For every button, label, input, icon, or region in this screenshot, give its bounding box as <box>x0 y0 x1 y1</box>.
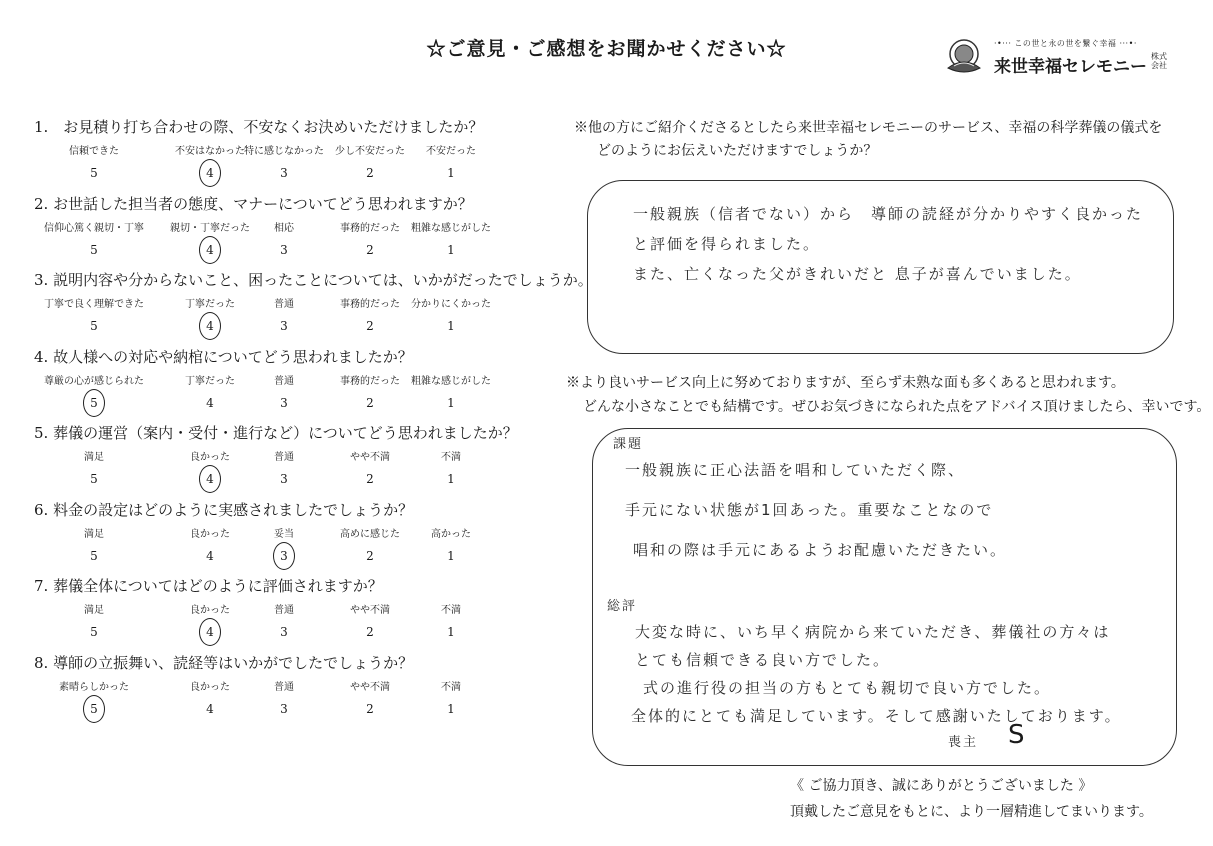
rating-number[interactable]: 5 <box>90 166 98 180</box>
closing-message: 頂戴したご意見をもとに、より一層精進してまいります。 <box>790 804 1153 820</box>
rating-label: 良かった <box>190 605 230 616</box>
rating-number[interactable]: 4 <box>206 166 214 180</box>
rating-label: やや不満 <box>350 605 390 616</box>
selected-rating-circle <box>199 465 221 493</box>
question-text: 7. 葬儀全体についてはどのように評価されますか？ <box>34 577 383 595</box>
question-text: 2. お世話した担当者の態度、マナーについてどう思われますか？ <box>34 194 473 213</box>
rating-label: やや不満 <box>350 452 390 463</box>
rating-number[interactable]: 4 <box>206 701 214 716</box>
rating-number[interactable]: 5 <box>90 242 98 257</box>
rating-number[interactable]: 1 <box>447 701 455 716</box>
recommend-question-line2: どのようにお伝えいただけますでしょうか？ <box>597 143 878 159</box>
rating-number[interactable]: 2 <box>366 166 374 180</box>
selected-rating-circle <box>199 312 221 340</box>
advice-answer-box <box>592 428 1177 766</box>
rating-label: 分かりにくかった <box>411 299 491 310</box>
advice-issue-line1: 一般親族に正心法語を唱和していただく際、 <box>625 461 966 479</box>
rating-label: 事務的だった <box>340 222 400 234</box>
advice-issue-line2: 手元にない状態が1回あった。重要なことなので <box>625 501 994 519</box>
rating-number[interactable]: 1 <box>447 548 455 563</box>
rating-label: 高めに感じた <box>340 528 400 540</box>
recommend-answer-line2: と評価を得られました。 <box>633 235 821 253</box>
page-title: ☆ご意見・ご感想をお聞かせください☆ <box>426 38 787 60</box>
rating-label: 丁寧だった <box>185 375 235 387</box>
advice-issue-line3: 唱和の際は手元にあるようお配慮いただきたい。 <box>633 541 1008 559</box>
rating-label: 普通 <box>274 681 294 693</box>
rating-label: 普通 <box>274 605 294 616</box>
rating-number[interactable]: 5 <box>90 625 98 639</box>
rating-label: 粗雑な感じがした <box>411 375 491 387</box>
rating-label: 満足 <box>84 605 104 616</box>
rating-number[interactable]: 2 <box>366 548 374 563</box>
rating-label: 普通 <box>274 299 294 310</box>
rating-label: 不満 <box>441 605 461 616</box>
selected-rating-circle <box>199 618 221 646</box>
advice-overall-line2: とても信頼できる良い方でした。 <box>635 651 891 669</box>
rating-number[interactable]: 4 <box>206 472 214 486</box>
advice-question-line2: どんな小さなことでも結構です。ぜひお気づきになられた点をアドバイス頂けましたら、幸いです。 <box>583 399 1211 415</box>
rating-label: 粗雑な感じがした <box>411 222 491 234</box>
advice-heading-issues: 課題 <box>613 437 644 452</box>
rating-label: 特に感じなかった <box>244 146 324 157</box>
lotus-emblem-icon <box>942 34 986 78</box>
rating-label: 少し不安だった <box>335 146 405 157</box>
recommend-answer-box <box>587 180 1174 354</box>
rating-label: 信仰心篤く親切・丁寧 <box>44 222 144 234</box>
rating-number[interactable]: 5 <box>90 548 98 563</box>
rating-label: 高かった <box>431 528 471 540</box>
rating-number[interactable]: 5 <box>90 395 98 410</box>
rating-number[interactable]: 1 <box>447 395 455 410</box>
signature-label: 喪主 <box>948 735 979 750</box>
selected-rating-circle <box>83 389 105 417</box>
question-text: 4. 故人様への対応や納棺についてどう思われましたか？ <box>34 347 413 366</box>
question-text: 3. 説明内容や分からないこと、困ったことについては、いかがだったでしょうか。 <box>34 271 593 289</box>
rating-label: 相応 <box>274 222 294 234</box>
rating-number[interactable]: 2 <box>366 472 374 486</box>
rating-label: 不満 <box>441 681 461 693</box>
rating-label: 良かった <box>190 452 230 463</box>
rating-number[interactable]: 3 <box>280 701 288 716</box>
rating-number[interactable]: 1 <box>447 166 455 180</box>
rating-number[interactable]: 2 <box>366 701 374 716</box>
thanks-message: 《 ご協力頂き、誠にありがとうございました 》 <box>790 778 1093 794</box>
advice-question-line1: ※より良いサービス向上に努めておりますが、至らず未熟な面も多くあると思われます。 <box>566 375 1125 391</box>
rating-number[interactable]: 3 <box>280 625 288 639</box>
rating-label: 親切・丁寧だった <box>170 222 250 234</box>
rating-number[interactable]: 2 <box>366 395 374 410</box>
rating-label: 満足 <box>84 452 104 463</box>
question-text: 8. 導師の立振舞い、読経等はいかがでしたでしょうか？ <box>34 653 414 672</box>
selected-rating-circle <box>83 695 105 723</box>
rating-label: 普通 <box>274 375 294 387</box>
rating-label: 素晴らしかった <box>59 681 129 693</box>
rating-number[interactable]: 4 <box>206 548 214 563</box>
logo-company-name: 来世幸福セレモニー <box>994 57 1147 77</box>
rating-number[interactable]: 3 <box>280 548 288 563</box>
rating-number[interactable]: 1 <box>447 319 455 333</box>
selected-rating-circle <box>199 236 221 264</box>
advice-overall-line4: 全体的にとても満足しています。そして感謝いたしております。 <box>631 707 1122 725</box>
rating-label: 事務的だった <box>340 375 400 387</box>
rating-label: 丁寧だった <box>185 299 235 310</box>
rating-number[interactable]: 2 <box>366 319 374 333</box>
rating-number[interactable]: 1 <box>447 472 455 486</box>
rating-label: 良かった <box>190 528 230 540</box>
rating-label: 良かった <box>190 681 230 693</box>
rating-number[interactable]: 3 <box>280 166 288 180</box>
rating-number[interactable]: 5 <box>90 701 98 716</box>
rating-label: 事務的だった <box>340 299 400 310</box>
rating-number[interactable]: 5 <box>90 319 98 333</box>
rating-number[interactable]: 1 <box>447 625 455 639</box>
rating-number[interactable]: 4 <box>206 625 214 639</box>
rating-label: 普通 <box>274 452 294 463</box>
rating-label: 丁寧で良く理解できた <box>44 299 144 310</box>
question-text: 1. お見積り打ち合わせの際、不安なくお決めいただけましたか？ <box>34 118 484 136</box>
rating-number[interactable]: 2 <box>366 242 374 257</box>
rating-number[interactable]: 3 <box>280 242 288 257</box>
logo-kaisha: 株式会社 <box>1151 52 1167 70</box>
rating-label: 不安だった <box>426 146 476 157</box>
rating-number[interactable]: 1 <box>447 242 455 257</box>
rating-number[interactable]: 5 <box>90 472 98 486</box>
recommend-question-line1: ※他の方にご紹介くださるとしたら来世幸福セレモニーのサービス、幸福の科学葬儀の儀式を <box>574 120 1163 136</box>
rating-label: 妥当 <box>274 528 294 540</box>
rating-label: 信頼できた <box>69 146 119 157</box>
rating-number[interactable]: 3 <box>280 395 288 410</box>
rating-number[interactable]: 3 <box>280 472 288 486</box>
selected-rating-circle <box>199 159 221 187</box>
signature-name: S <box>1008 720 1025 750</box>
rating-label: 尊厳の心が感じられた <box>44 375 144 387</box>
question-text: 6. 料金の設定はどのように実感されましたでしょうか？ <box>34 500 414 519</box>
rating-label: 不安はなかった <box>175 146 245 157</box>
rating-label: 満足 <box>84 528 104 540</box>
rating-number[interactable]: 3 <box>280 319 288 333</box>
question-text: 5. 葬儀の運営（案内・受付・進行など）についてどう思われましたか？ <box>34 424 518 442</box>
rating-label: やや不満 <box>350 681 390 693</box>
advice-overall-line3: 式の進行役の担当の方もとても親切で良い方でした。 <box>643 679 1052 697</box>
rating-number[interactable]: 2 <box>366 625 374 639</box>
advice-heading-overall: 総評 <box>607 599 638 614</box>
rating-number[interactable]: 4 <box>206 242 214 257</box>
rating-number[interactable]: 4 <box>206 319 214 333</box>
logo-tagline: ·•··· この世と永の世を繋ぐ幸福 ···•· <box>994 39 1137 48</box>
recommend-answer-line3: また、亡くなった父がきれいだと 息子が喜んでいました。 <box>633 265 1082 283</box>
company-logo <box>938 32 1183 82</box>
recommend-answer-line1: 一般親族（信者でない）から 導師の読経が分かりやすく良かった <box>633 205 1144 223</box>
selected-rating-circle <box>273 542 295 570</box>
rating-number[interactable]: 4 <box>206 395 214 410</box>
rating-label: 不満 <box>441 452 461 463</box>
advice-overall-line1: 大変な時に、いち早く病院から来ていただき、葬儀社の方々は <box>635 623 1111 641</box>
